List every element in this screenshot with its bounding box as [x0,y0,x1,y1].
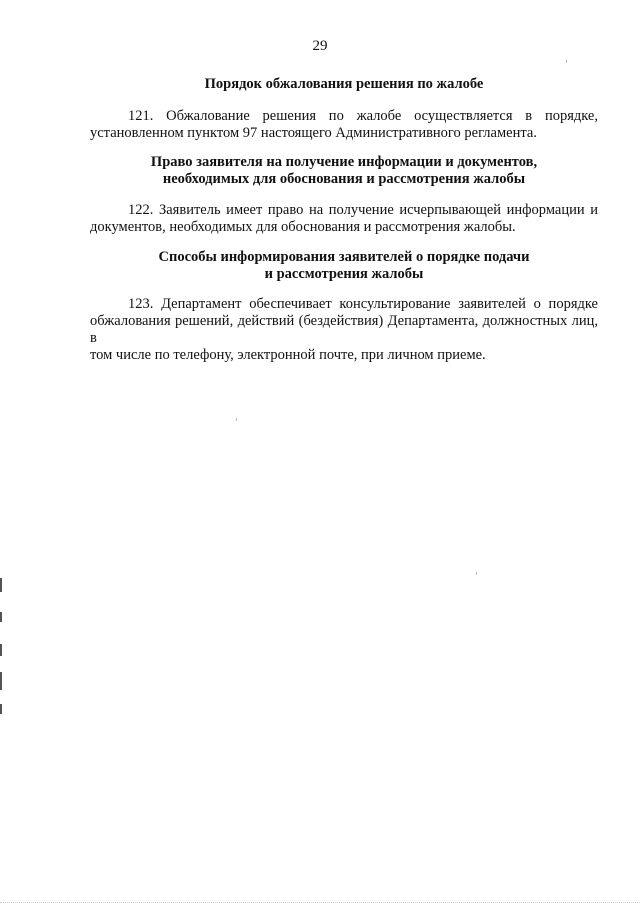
paragraph-line: установленном пунктом 97 настоящего Административного регламента. [90,125,537,141]
scan-artifact [0,612,2,622]
scan-speck [566,60,567,63]
paragraph-line: 122. Заявитель имеет право на получение исчерпывающей информации и [128,202,598,218]
page-number: 29 [312,38,328,54]
paragraph-122 [90,202,598,236]
paragraph-line: 123. Департамент обеспечивает консультирование заявителей о порядке [128,296,598,312]
scan-artifact [0,644,2,656]
scan-speck [476,572,477,575]
paragraph-line: документов, необходимых для обоснования и рассмотрения жалобы. [90,219,516,235]
heading-line: Право заявителя на получение информации и документов, [150,154,538,170]
scan-artifact [0,672,2,690]
section-heading-right-to-information [90,154,598,188]
paragraph-line: обжалования решений, действий (бездействия) Департамента, должностных лиц, в [90,313,598,346]
scan-speck [236,418,237,421]
paragraph-123 [90,296,598,364]
paragraph-121 [90,108,598,142]
paragraph-line: том числе по телефону, электронной почте, при личном приеме. [90,347,486,363]
heading-line: Способы информирования заявителей о порядке подачи [158,249,530,265]
paragraph-line: 121. Обжалование решения по жалобе осуществляется в порядке, [128,108,598,124]
section-heading-appeal-procedure [90,76,598,93]
scan-artifact [0,704,2,714]
heading-line: и рассмотрения жалобы [264,266,424,282]
heading-line: Порядок обжалования решения по жалобе [204,76,484,92]
scan-artifact [0,578,2,592]
section-heading-informing-methods [90,249,598,283]
heading-line: необходимых для обоснования и рассмотрения жалобы [162,171,526,187]
